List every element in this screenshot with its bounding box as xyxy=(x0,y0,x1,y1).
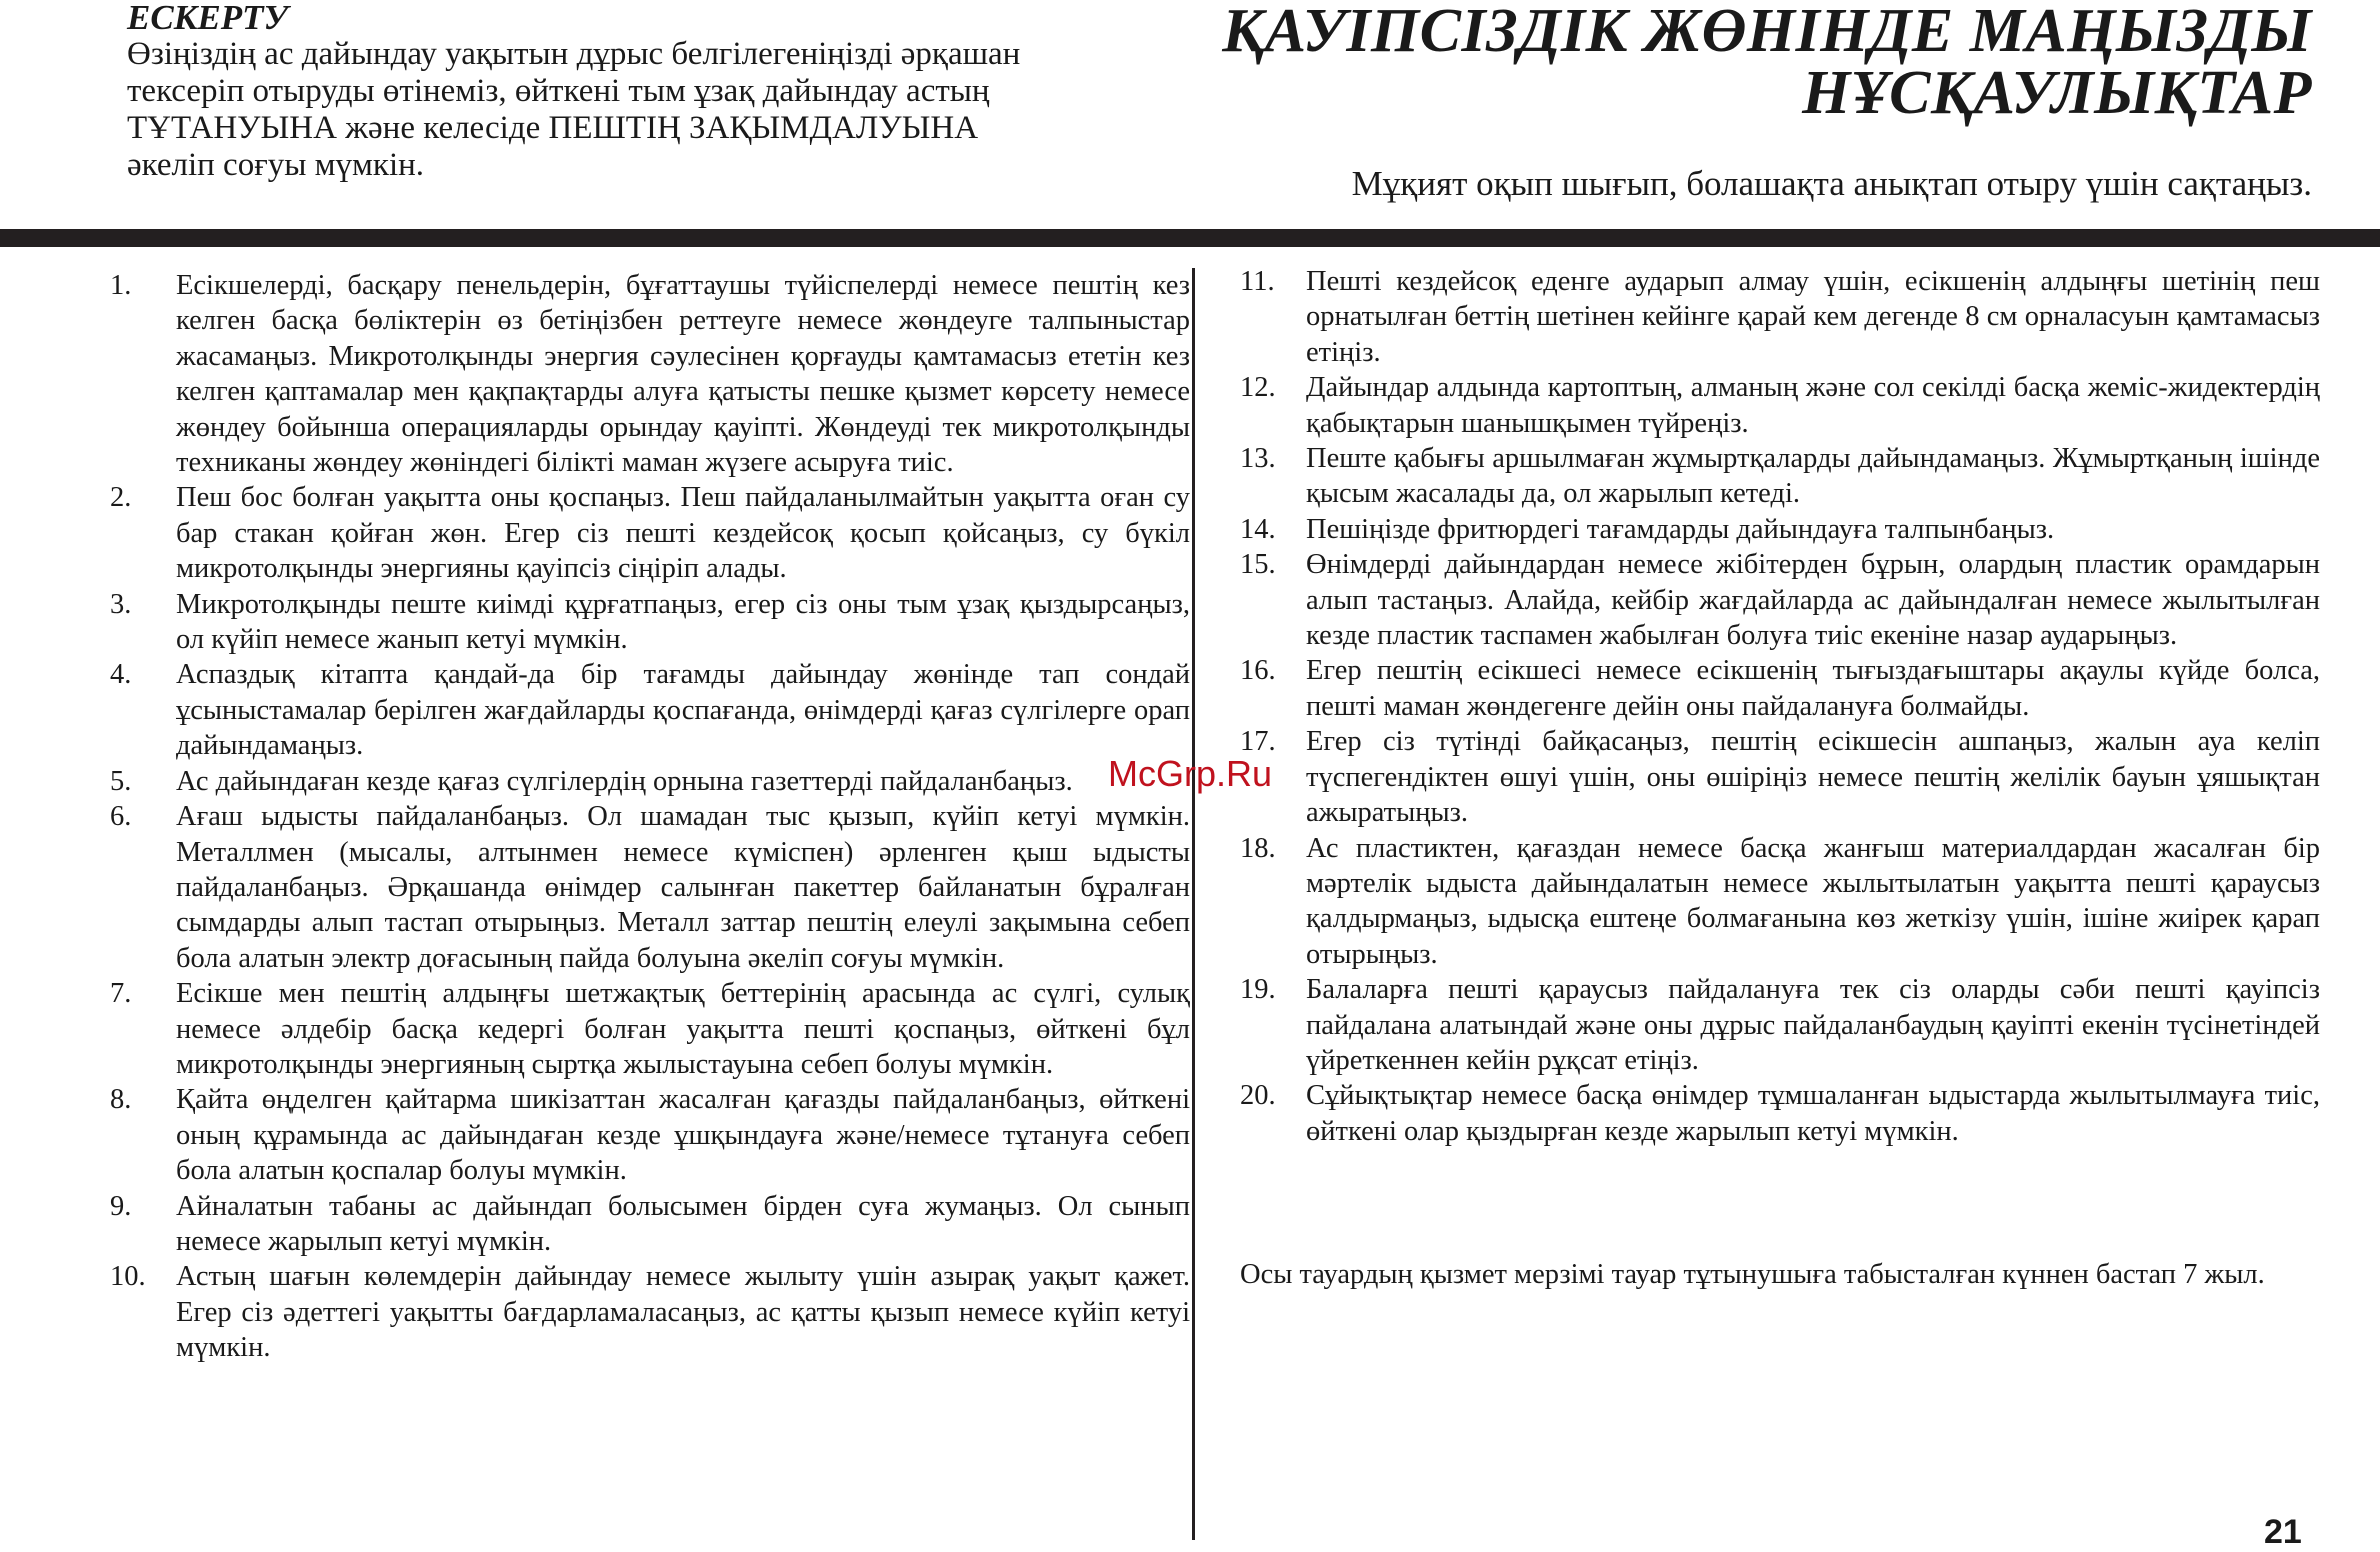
item-text: Сұйықтықтар немесе басқа өнімдер тұмшаланған ыдыстарда жылытылмауға тиіс, өйткені олар қыздырған кезде жарылып кетуі мүмкін. xyxy=(1306,1080,2320,1147)
item-text: Есікшелерді, басқару пенельдерін, бұғаттаушы түйіспелерді немесе пештің кез келген басқа бөліктерін өз бетіңізбен реттеуге немесе жөндеуге талпыныстар жасамаңыз. Микротолқынды энергия сәулесінен қорғауды қамтамасыз ететін кез келген қаптамалар мен қақпақтарды алуға қатысты пешке қызмет көрсету немесе жөндеу бойынша операцияларды орындау қауіпті. Жөндеуді тек микротолқынды техниканы жөндеу жөніндегі білікті маман жүзеге асыруға тиіс. xyxy=(176,270,1190,479)
list-item xyxy=(1240,512,2320,547)
item-text: Айналатын табаны ас дайындап болысымен бірден суға жумаңыз. Ол сынып немесе жарылып кетуі мүмкін. xyxy=(176,1190,1190,1257)
item-number: 20. xyxy=(1240,1080,1276,1112)
list-item xyxy=(110,1189,1190,1260)
list-item xyxy=(110,1259,1190,1365)
item-number: 12. xyxy=(1240,372,1276,404)
warning-text: Өзіңіздің ас дайындау уақытын дұрыс белгілегеніңізді әрқашан тексеріп отыруды өтінеміз, өйткені тым ұзақ дайындау астың ТҰТАНУЫНА және келесіде ПЕШТІҢ ЗАҚЫМДАЛУЫНА әкеліп соғуы мүмкін. xyxy=(127,36,1021,183)
list-item xyxy=(1240,370,2320,441)
page-subtitle: Мұқият оқып шығып, болашақта анықтап отыру үшін сақтаңыз. xyxy=(1351,164,2312,203)
item-text: Аспаздық кітапта қандай-да бір тағамды дайындау жөнінде тап сондай ұсыныстамалар берілген жағдайларды қоспағанда, өнімдерді қағаз сүлгілерге орап дайындамаңыз. xyxy=(176,659,1190,762)
item-text: Пеш бос болған уақытта оны қоспаңыз. Пеш пайдаланылмайтын уақытта оған су бар стакан қойған жөн. Егер сіз пешті кездейсоқ қосып қойсаңыз, су бүкіл микротолқынды энергияны қауіпсіз сіңіріп алады. xyxy=(176,482,1190,585)
warning-block xyxy=(127,0,1027,184)
warning-title: ЕСКЕРТУ xyxy=(127,0,288,37)
list-item xyxy=(1240,1078,2320,1149)
item-number: 15. xyxy=(1240,549,1276,581)
item-number: 6. xyxy=(110,801,132,833)
header-divider-bar xyxy=(0,229,2380,247)
page-number: 21 xyxy=(2264,1513,2302,1551)
item-number: 4. xyxy=(110,659,132,691)
item-number: 1. xyxy=(110,270,132,301)
list-item xyxy=(110,268,1190,480)
item-number: 9. xyxy=(110,1190,132,1222)
list-item xyxy=(110,587,1190,658)
instructions-list-left xyxy=(110,268,1190,1366)
list-item xyxy=(1240,441,2320,512)
list-item xyxy=(1240,547,2320,653)
list-item xyxy=(1240,264,2320,370)
list-item xyxy=(1240,831,2320,973)
item-text: Егер сіз түтінді байқасаңыз, пештің есікшесін ашпаңыз, жалын ауа келіп түспегендіктен өшуі үшін, оны өшіріңіз немесе пештің желілік бауын ұяшықтан ажыратыңыз. xyxy=(1306,726,2320,829)
item-number: 19. xyxy=(1240,974,1276,1006)
instructions-list-right xyxy=(1240,264,2320,1149)
item-number: 10. xyxy=(110,1261,146,1293)
service-life-note: Осы тауардың қызмет мерзімі тауар тұтынушыға табысталған күннен бастап 7 жыл. xyxy=(1240,1259,2265,1290)
item-number: 18. xyxy=(1240,832,1276,864)
item-number: 16. xyxy=(1240,655,1276,687)
item-number: 5. xyxy=(110,765,132,797)
list-item xyxy=(110,799,1190,976)
list-item xyxy=(1240,972,2320,1078)
item-text: Балаларға пешті қараусыз пайдалануға тек сіз оларды сәби пешті қауіпсіз пайдалана алатындай және оны дұрыс пайдаланбаудың қауіпті екенін түсінетіндей үйреткеннен кейін рұқсат етіңіз. xyxy=(1306,974,2320,1076)
list-item xyxy=(110,657,1190,763)
item-text: Ас дайындаған кезде қағаз сүлгілердің орнына газеттерді пайдаланбаңыз. xyxy=(176,765,1073,797)
item-text: Микротолқынды пеште киімді құрғатпаңыз, егер сіз оны тым ұзақ қыздырсаңыз, ол күйіп немесе жанып кетуі мүмкін. xyxy=(176,588,1190,656)
page-title: ҚАУІПСІЗДІК ЖӨНІНДЕ МАҢЫЗДЫ НҰСҚАУЛЫҚТАР xyxy=(1222,0,2312,127)
item-number: 3. xyxy=(110,588,132,620)
item-number: 11. xyxy=(1240,266,1275,297)
item-number: 14. xyxy=(1240,513,1276,545)
list-item xyxy=(110,480,1190,586)
list-item xyxy=(110,1082,1190,1188)
item-number: 2. xyxy=(110,482,132,514)
item-text: Ағаш ыдысты пайдаланбаңыз. Ол шамадан тыс қызып, күйіп кетуі мүмкін. Металлмен (мысалы, алтынмен немесе күміспен) әрленген қыш ыдысты пайдаланбаңыз. Әрқашанда өнімдер салынған пакеттер байланатын бұралған сымдарды алып тастап отырыңыз. Металл заттар пештің елеулі зақымына себеп бола алатын электр доғасының пайда болуына әкеліп соғуы мүмкін. xyxy=(176,801,1190,974)
item-text: Астың шағын көлемдерін дайындау немесе жылыту үшін азырақ уақыт қажет. Егер сіз әдеттегі уақытты бағдарламаласаңыз, ас қатты қызып немесе күйіп кетуі мүмкін. xyxy=(176,1261,1190,1364)
list-item xyxy=(1240,653,2320,724)
item-number: 7. xyxy=(110,978,132,1010)
item-number: 17. xyxy=(1240,726,1276,758)
item-text: Есікше мен пештің алдыңғы шетжақтық беттерінің арасында ас сүлгі, сулық немесе әлдебір басқа кедергі болған уақытта пешті қоспаңыз, өйткені бұл микротолқынды энергияның сыртқа жылыстауына себеп болуы мүмкін. xyxy=(176,978,1190,1080)
column-divider xyxy=(1192,268,1195,1540)
item-text: Ас пластиктен, қағаздан немесе басқа жанғыш материалдардан жасалған бір мәртелік ыдыста дайындалатын немесе жылытылатын уақытта пешті қараусыз қалдырмаңыз, ыдысқа ештеңе болмағанына көз жеткізу үшін, ішіне жиірек қарап отырыңыз. xyxy=(1306,832,2320,970)
list-item xyxy=(110,764,1190,799)
item-text: Қайта өңделген қайтарма шикізаттан жасалған қағазды пайдаланбаңыз, өйткені оның құрамында ас дайындаған кезде ұшқындауға және/немесе тұтануға себеп бола алатын қоспалар болуы мүмкін. xyxy=(176,1084,1190,1187)
item-number: 8. xyxy=(110,1084,132,1116)
item-text: Дайындар алдында картоптың, алманың және сол секілді басқа жеміс-жидектердің қабықтарын шанышқымен түйреңіз. xyxy=(1306,372,2320,439)
list-item xyxy=(110,976,1190,1082)
item-text: Егер пештің есікшесі немесе есікшенің тығыздағыштары ақаулы күйде болса, пешті маман жөндегенге дейін оны пайдалануға болмайды. xyxy=(1306,655,2320,722)
list-item xyxy=(1240,724,2320,830)
item-text: Өнімдерді дайындардан немесе жібітерден бұрын, олардың пластик орамдарын алып тастаңыз. Алайда, кейбір жағдайларда ас дайындалған немесе жылытылған кезде пластик таспамен жабылған болуға тиіс екеніне назар аударыңыз. xyxy=(1306,549,2320,652)
item-text: Пешіңізде фритюрдегі тағамдарды дайындауға талпынбаңыз. xyxy=(1306,513,2055,545)
item-number: 13. xyxy=(1240,443,1276,475)
watermark-link[interactable]: McGrp.Ru xyxy=(1108,753,1273,794)
item-text: Пеште қабығы аршылмаған жұмыртқаларды дайындамаңыз. Жұмыртқаның ішінде қысым жасалады да, ол жарылып кетеді. xyxy=(1306,443,2320,510)
item-text: Пешті кездейсоқ еденге аударып алмау үшін, есікшенің алдыңғы шетінің пеш орнатылған беттің шетінен кейінге қарай кем дегенде 8 см орналасуын қамтамасыз етіңіз. xyxy=(1306,266,2320,368)
